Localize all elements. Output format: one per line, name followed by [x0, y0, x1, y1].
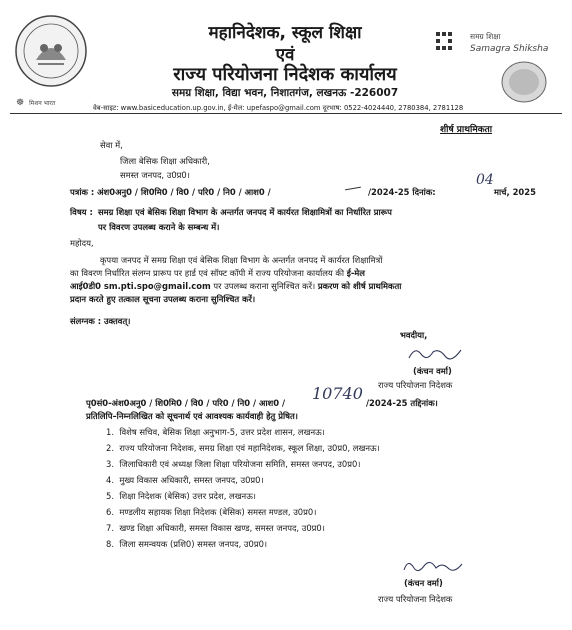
- signatory2-name: (कंचन वर्मा): [404, 578, 443, 588]
- list-item-text: मण्डलीय सहायक शिक्षा निदेशक (बेसिक) समस्त मण्डल, उ0प्र0।: [119, 507, 317, 517]
- header-address: समग्र शिक्षा, विद्या भवन, निशातगंज, लखनऊ -226007: [171, 87, 399, 99]
- signatory-name: (कंचन वर्मा): [413, 366, 452, 376]
- body-paragraph: [70, 254, 525, 306]
- priority-label: शीर्ष प्राथमिकता: [440, 125, 493, 135]
- samagra-shiksha-icon: [430, 30, 470, 60]
- signatory-title: राज्य परियोजना निदेशक: [378, 380, 453, 390]
- ref-number: पत्रांक : अंश0अनु0 / शि0मि0 / वि0 / परि0 / नि0 / आश0 /: [70, 187, 271, 197]
- signatory2-title: राज्य परियोजना निदेशक: [378, 594, 453, 604]
- handwritten-number: 10740: [312, 384, 363, 403]
- list-item-number: 3.: [106, 459, 114, 469]
- copy-heading: प्रतिलिपि–निम्नलिखित को सूचनार्थ एवं आवश्यक कार्यवाही हेतु प्रेषित।: [86, 411, 298, 421]
- list-item-text: शिक्षा निदेशक (बेसिक) उत्तर प्रदेश, लखनऊ।: [119, 491, 256, 501]
- greeting: महोदय,: [70, 238, 94, 248]
- ref-stroke: [345, 187, 361, 191]
- seal-icon: [500, 60, 548, 104]
- list-item: [106, 443, 380, 454]
- body-line-4: प्रदान करते हुए तत्काल सूचना उपलब्ध कराना सुनिश्चित करें।: [70, 294, 256, 304]
- list-item-text: मुख्य विकास अधिकारी, समस्त जनपद, उ0प्र0।: [119, 475, 264, 485]
- subject-line-2: पर विवरण उपलब्ध कराने के सम्बन्ध में।: [98, 222, 220, 232]
- header-title-2: एवं: [275, 45, 295, 65]
- list-item-number: 4.: [106, 475, 114, 485]
- recipient-line-2: समस्त जनपद, उ0प्र0।: [120, 170, 190, 180]
- mission-logo: ☸ मिशन भारत: [16, 98, 56, 108]
- list-item-text: जिलाधिकारी एवं अध्यक्ष जिला शिक्षा परियोजना समिति, समस्त जनपद, उ0प्र0।: [119, 459, 361, 469]
- list-item: [106, 523, 325, 534]
- mission-logo-caption: मिशन भारत: [29, 100, 56, 107]
- list-item-text: खण्ड शिक्षा अधिकारी, समस्त विकास खण्ड, समस्त जनपद, उ0प्र0।: [119, 523, 325, 533]
- header-title-1: महानिदेशक, स्कूल शिक्षा: [208, 23, 362, 43]
- samagra-shiksha-logo: [430, 22, 560, 104]
- signature-1: [405, 342, 465, 364]
- closing: भवदीया,: [400, 330, 428, 340]
- list-item-number: 8.: [106, 539, 114, 549]
- samagra-logo-subtext: Samagra Shiksha: [470, 44, 549, 54]
- body-id-label: आई0डी0: [70, 281, 104, 291]
- signature-2: [400, 556, 464, 578]
- header-contact-line: वेब-साइट: www.basiceducation.up.gov.in, ई-मेल: upefaspo@gmail.com दूरभाष: 0522-4024440, 2780384, 2781128: [93, 104, 464, 112]
- list-item: [106, 491, 256, 502]
- state-emblem-logo: [14, 14, 88, 88]
- ref2-date: /2024-25 तद्दिनांक।: [366, 398, 438, 408]
- enclosure: संलग्नक : उक्तवत्।: [70, 316, 131, 326]
- list-item-number: 1.: [106, 427, 114, 437]
- body-email-label: ई-मेल: [346, 268, 365, 278]
- body-line-2: [70, 267, 525, 280]
- list-item-text: राज्य परियोजना निदेशक, समग्र शिक्षा एवं महानिदेशक, स्कूल शिक्षा, उ0प्र0, लखनऊ।: [119, 443, 380, 453]
- header-divider: [10, 113, 562, 114]
- list-item: [106, 507, 316, 518]
- body-line-1: कृपया जनपद में समग्र शिक्षा एवं बेसिक शिक्षा विभाग के अन्तर्गत जनपद में कार्यरत शिक्षामित्रों: [100, 255, 383, 265]
- body-priority-text: प्रकरण को शीर्ष प्राथमिकता: [317, 281, 402, 291]
- list-item-number: 7.: [106, 523, 114, 533]
- list-item: [106, 427, 325, 438]
- ref2-number: पृ0सं0-अंश0अनु0 / शि0मि0 / वि0 / परि0 / नि0 / आश0 /: [86, 398, 286, 408]
- ref-month-year: मार्च, 2025: [494, 187, 536, 197]
- samagra-logo-text: समग्र शिक्षा: [470, 32, 501, 41]
- list-item: [106, 459, 360, 470]
- body-line-2-text: का विवरण निर्धारित संलग्न प्रारूप पर हार्ड एवं सॉफ्ट कॉपी में राज्य परियोजना कार्यालय की: [70, 268, 347, 278]
- handwritten-day: 04: [476, 172, 494, 188]
- body-line-3-text: पर उपलब्ध कराना सुनिश्चित करें।: [210, 281, 318, 291]
- subject-line-1: समग्र शिक्षा एवं बेसिक शिक्षा विभाग के अन्तर्गत जनपद में कार्यरत शिक्षामित्रों का निर्धारित प्रारूप: [98, 207, 392, 217]
- subject-label: विषय :: [70, 207, 93, 217]
- ref-year: /2024-25 दिनांक:: [368, 187, 436, 197]
- list-item-number: 5.: [106, 491, 114, 501]
- list-item-number: 2.: [106, 443, 114, 453]
- recipient-line-1: जिला बेसिक शिक्षा अधिकारी,: [120, 156, 210, 166]
- list-item-number: 6.: [106, 507, 114, 517]
- list-item: [106, 475, 264, 486]
- list-item-text: विशेष सचिव, बेसिक शिक्षा अनुभाग-5, उत्तर प्रदेश शासन, लखनऊ।: [119, 427, 325, 437]
- body-line-3: [70, 280, 525, 293]
- salutation: सेवा में,: [100, 140, 123, 150]
- list-item: [106, 539, 267, 550]
- list-item-text: जिला समन्वयक (प्रशि0) समस्त जनपद, उ0प्र0।: [119, 539, 268, 549]
- body-email-address: sm.pti.spo@gmail.com: [103, 281, 211, 291]
- header-title-3: राज्य परियोजना निदेशक कार्यालय: [173, 64, 397, 85]
